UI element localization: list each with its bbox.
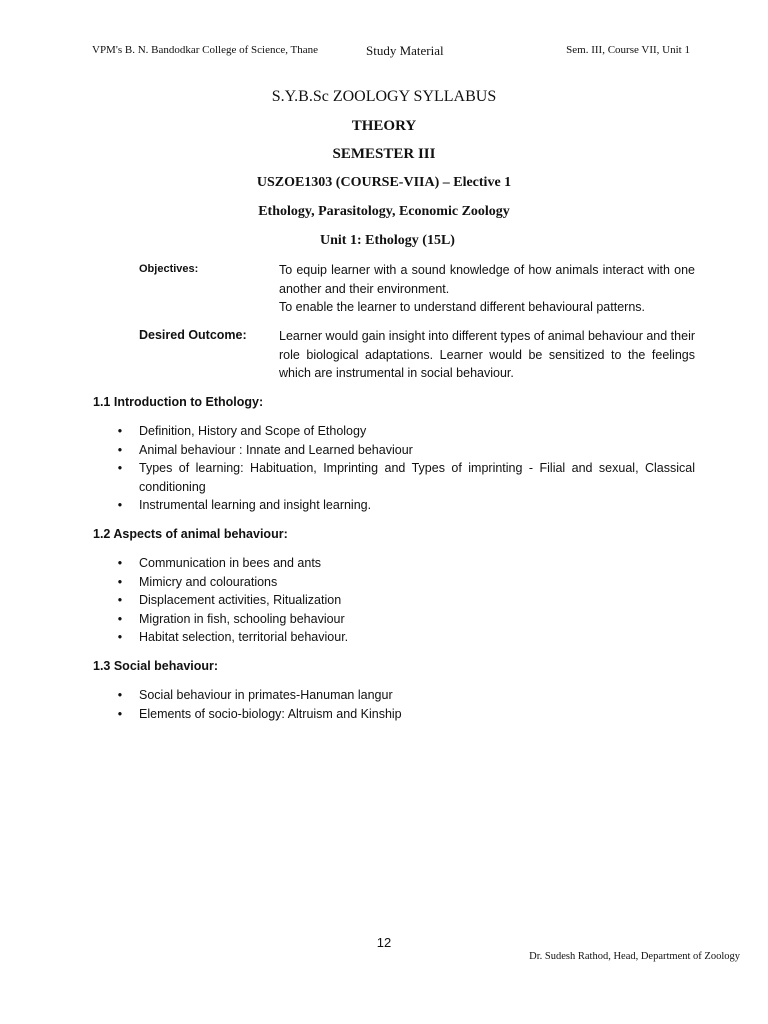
bullet-icon: •	[117, 593, 123, 607]
bullet-icon: •	[117, 556, 123, 570]
unit-title: Unit 1: Ethology (15L)	[320, 233, 455, 248]
list-item: • Social behaviour in primates-Hanuman langur	[115, 686, 695, 705]
bullet-icon: •	[117, 611, 123, 626]
semester-title: SEMESTER III	[332, 146, 436, 162]
course-title: USZOE1303 (COURSE-VIIA) – Elective 1	[256, 175, 512, 190]
list-item: • Migration in fish, schooling behaviour	[115, 610, 695, 629]
bullet-icon: •	[117, 688, 123, 702]
list-item: • Displacement activities, Ritualization	[115, 591, 695, 610]
list-item: • Mimicry and colourations	[115, 573, 695, 592]
list-item: • Instrumental learning and insight learning.	[115, 496, 695, 515]
objectives-label: Objectives:	[139, 263, 199, 275]
list-item: • Animal behaviour : Innate and Learned behaviour	[115, 441, 695, 460]
subject-title: Ethology, Parasitology, Economic Zoology	[258, 204, 510, 219]
bullet-icon: •	[117, 498, 123, 512]
header-college: VPM's B. N. Bandodkar College of Science, Thane	[92, 44, 319, 56]
bullet-icon: •	[117, 442, 123, 457]
bullet-icon: •	[117, 706, 123, 721]
header-study-material: Study Material	[366, 43, 444, 58]
bullet-icon: •	[117, 424, 123, 438]
page-number: 12	[376, 935, 392, 950]
objectives-line-2: To enable the learner to understand different behavioural patterns.	[279, 300, 645, 314]
section-heading: 1.1 Introduction to Ethology:	[93, 395, 264, 409]
outcome-label: Desired Outcome:	[139, 328, 247, 342]
section-1-list	[115, 422, 695, 515]
objectives-line-1: To equip learner with a sound knowledge of how animals interact with one another and their environment.	[279, 263, 695, 296]
bullet-icon: •	[117, 461, 123, 475]
list-item: • Definition, History and Scope of Ethology	[115, 422, 695, 441]
bullet-icon: •	[117, 630, 123, 644]
section-heading: 1.2 Aspects of animal behaviour:	[93, 527, 288, 541]
section-2-list	[115, 554, 695, 647]
syllabus-title: S.Y.B.Sc ZOOLOGY SYLLABUS	[271, 88, 497, 105]
section-heading: 1.3 Social behaviour:	[93, 659, 219, 673]
list-item: • Elements of socio-biology: Altruism and Kinship	[115, 705, 695, 724]
objectives-text	[279, 261, 695, 317]
list-item: • Types of learning: Habituation, Imprinting and Types of imprinting - Filial and sexual, Classical conditioning	[115, 459, 695, 496]
footer-author: Dr. Sudesh Rathod, Head, Department of Zoology	[529, 951, 740, 962]
list-item: • Habitat selection, territorial behaviour.	[115, 628, 695, 647]
outcome-text: Learner would gain insight into different types of animal behaviour and their role biological adaptations. Learner would be sensitized to the feelings which are instrumental in social behaviour.	[279, 329, 696, 380]
header-unit: Sem. III, Course VII, Unit 1	[566, 44, 690, 56]
section-3-list	[115, 686, 695, 723]
theory-title: THEORY	[351, 118, 417, 134]
list-item: • Communication in bees and ants	[115, 554, 695, 573]
bullet-icon: •	[117, 574, 123, 589]
